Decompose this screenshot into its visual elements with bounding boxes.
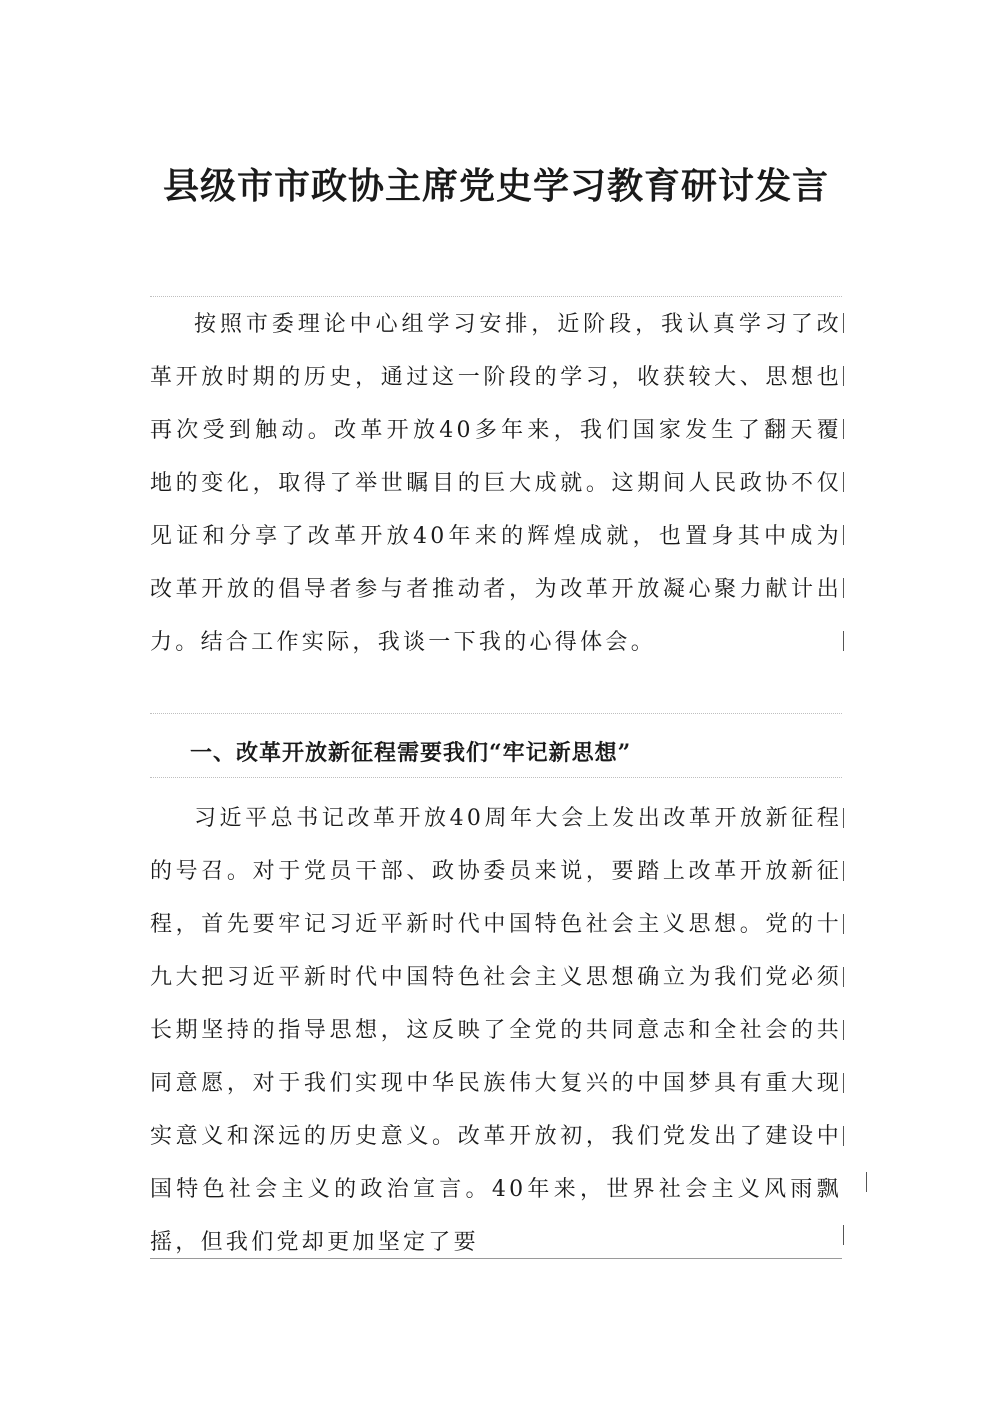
line-end-mark — [843, 366, 844, 386]
line-end-mark — [843, 419, 844, 439]
separator-bottom — [150, 1258, 842, 1259]
section1-heading-block — [150, 727, 842, 780]
line-end-mark — [843, 808, 844, 828]
line-end-mark — [843, 1073, 844, 1093]
line-end-mark — [843, 1020, 844, 1040]
section1-block — [150, 792, 842, 1269]
section1-heading: 一、改革开放新征程需要我们“牢记新思想” — [190, 740, 632, 766]
document-title: 县级市市政协主席党史学习教育研讨发言 — [162, 165, 829, 207]
line-end-mark — [843, 578, 844, 598]
line-end-mark — [843, 472, 844, 492]
line-end-mark — [843, 1225, 844, 1245]
line-end-mark — [843, 861, 844, 881]
intro-paragraph: 按照市委理论中心组学习安排，近阶段，我认真学习了改革开放时期的历史，通过这一阶段的学习，收获较大、思想也再次受到触动。改革开放40多年来，我们国家发生了翻天覆地的变化，取得了举世瞩目的巨大成就。这期间人民政协不仅见证和分享了改革开放40年来的辉煌成就，也置身其中成为改革开放的倡导者参与者推动者，为改革开放凝心聚力献计出力。结合工作实际，我谈一下我的心得体会。 — [150, 312, 842, 655]
line-end-mark — [843, 1126, 844, 1146]
intro-block — [150, 298, 842, 669]
line-end-mark — [843, 914, 844, 934]
separator-top — [150, 296, 842, 297]
separator-intro-end — [150, 713, 842, 714]
section1-paragraph: 习近平总书记改革开放40周年大会上发出改革开放新征程的号召。对于党员干部、政协委员来说，要踏上改革开放新征程，首先要牢记习近平新时代中国特色社会主义思想。党的十九大把习近平新时代中国特色社会主义思想确立为我们党必须长期坚持的指导思想，这反映了全党的共同意志和全社会的共同意愿，对于我们实现中华民族伟大复兴的中国梦具有重大现实意义和深远的历史意义。改革开放初，我们党发出了建设中国特色社会主义的政治宣言。40年来，世界社会主义风雨飘摇，但我们党却更加坚定了要 — [150, 806, 842, 1255]
line-end-mark — [843, 313, 844, 333]
line-end-mark — [866, 1172, 867, 1192]
separator-heading-end — [150, 777, 842, 778]
line-end-mark — [843, 631, 844, 651]
line-end-mark — [843, 525, 844, 545]
line-end-mark — [843, 967, 844, 987]
